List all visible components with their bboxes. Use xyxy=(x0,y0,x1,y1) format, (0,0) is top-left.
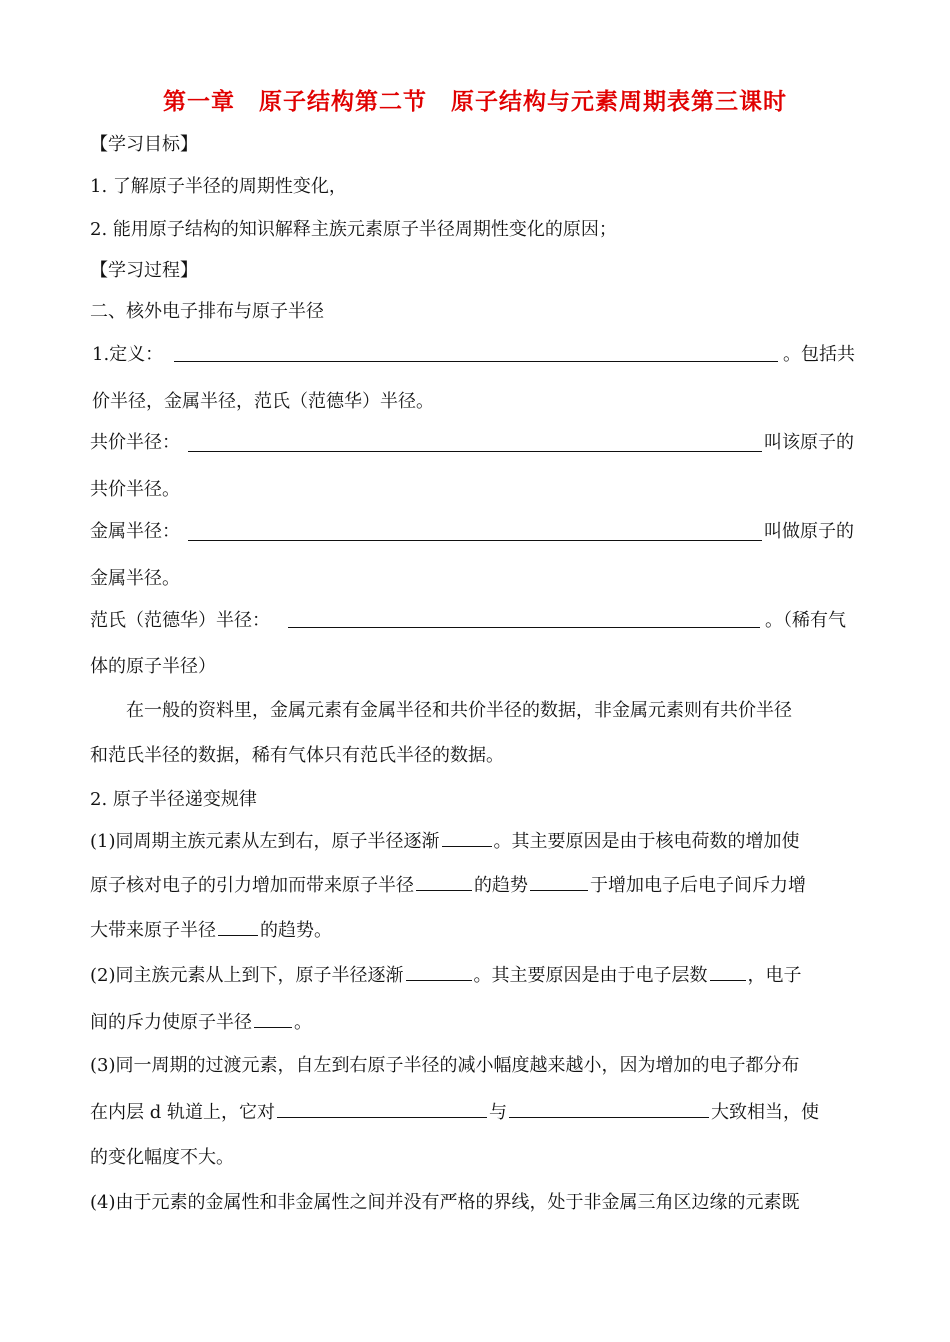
rule1-blank-1[interactable] xyxy=(442,828,492,847)
rule1-line3: 大带来原子半径 的趋势。 xyxy=(90,917,332,944)
metal-tail: 叫做原子的 xyxy=(764,521,854,542)
section-heading: 二、核外电子排布与原子半径 xyxy=(90,301,324,322)
rule3-line3: 的变化幅度不大。 xyxy=(90,1147,234,1168)
metal-blank[interactable] xyxy=(188,540,762,541)
paragraph-line1: 在一般的资料里，金属元素有金属半径和共价半径的数据，非金属元素则有共价半径 xyxy=(90,700,792,721)
covalent-line2: 共价半径。 xyxy=(90,479,180,500)
paragraph-line2: 和范氏半径的数据，稀有气体只有范氏半径的数据。 xyxy=(90,745,504,766)
rule-heading: 2. 原子半径递变规律 xyxy=(90,789,257,810)
vdw-blank[interactable] xyxy=(288,627,760,628)
rule3-line1: (3)同一周期的过渡元素，自左到右原子半径的减小幅度越来越小，因为增加的电子都分布 xyxy=(90,1055,800,1076)
covalent-blank[interactable] xyxy=(188,451,762,452)
goal-item-1: 1. 了解原子半径的周期性变化， xyxy=(90,176,347,197)
rule1-blank-3[interactable] xyxy=(530,872,588,891)
goals-heading: 【学习目标】 xyxy=(90,134,198,155)
rule1-blank-4[interactable] xyxy=(218,917,258,936)
rule3-line2: 在内层 d 轨道上，它对 与 大致相当，使 xyxy=(90,1099,819,1126)
goal-item-2: 2. 能用原子结构的知识解释主族元素原子半径周期性变化的原因； xyxy=(90,219,617,240)
definition-line2: 价半径，金属半径，范氏（范德华）半径。 xyxy=(92,391,434,412)
rule1-line2: 原子核对电子的引力增加而带来原子半径 的趋势 于增加电子后电子间斥力增 xyxy=(90,872,806,899)
rule1-line1: (1)同周期主族元素从左到右，原子半径逐渐 。其主要原因是由于核电荷数的增加使 xyxy=(90,828,800,855)
rule2-blank-3[interactable] xyxy=(254,1009,292,1028)
rule1-blank-2[interactable] xyxy=(416,872,472,891)
metal-line2: 金属半径。 xyxy=(90,568,180,589)
rule2-line1: (2)同主族元素从上到下，原子半径逐渐 。其主要原因是由于电子层数 ，电子 xyxy=(90,962,802,989)
rule2-line2: 间的斥力使原子半径 。 xyxy=(90,1009,312,1036)
page-title: 第一章 原子结构第二节 原子结构与元素周期表第三课时 xyxy=(163,89,787,115)
vdw-line2: 体的原子半径） xyxy=(90,656,216,677)
metal-label: 金属半径： xyxy=(90,521,180,542)
covalent-tail: 叫该原子的 xyxy=(764,432,854,453)
process-heading: 【学习过程】 xyxy=(90,260,198,281)
vdw-tail: 。（稀有气 xyxy=(765,610,846,631)
rule2-blank-2[interactable] xyxy=(710,962,746,981)
rule3-blank-2[interactable] xyxy=(509,1099,709,1118)
definition-blank[interactable] xyxy=(174,361,778,362)
vdw-label: 范氏（范德华）半径： xyxy=(90,610,270,631)
definition-tail: 。包括共 xyxy=(783,344,855,365)
definition-label: 1.定义： xyxy=(92,344,164,365)
rule3-blank-1[interactable] xyxy=(277,1099,487,1118)
rule2-blank-1[interactable] xyxy=(406,962,472,981)
covalent-label: 共价半径： xyxy=(90,432,180,453)
rule4-line1: (4)由于元素的金属性和非金属性之间并没有严格的界线，处于非金属三角区边缘的元素既 xyxy=(90,1192,800,1213)
